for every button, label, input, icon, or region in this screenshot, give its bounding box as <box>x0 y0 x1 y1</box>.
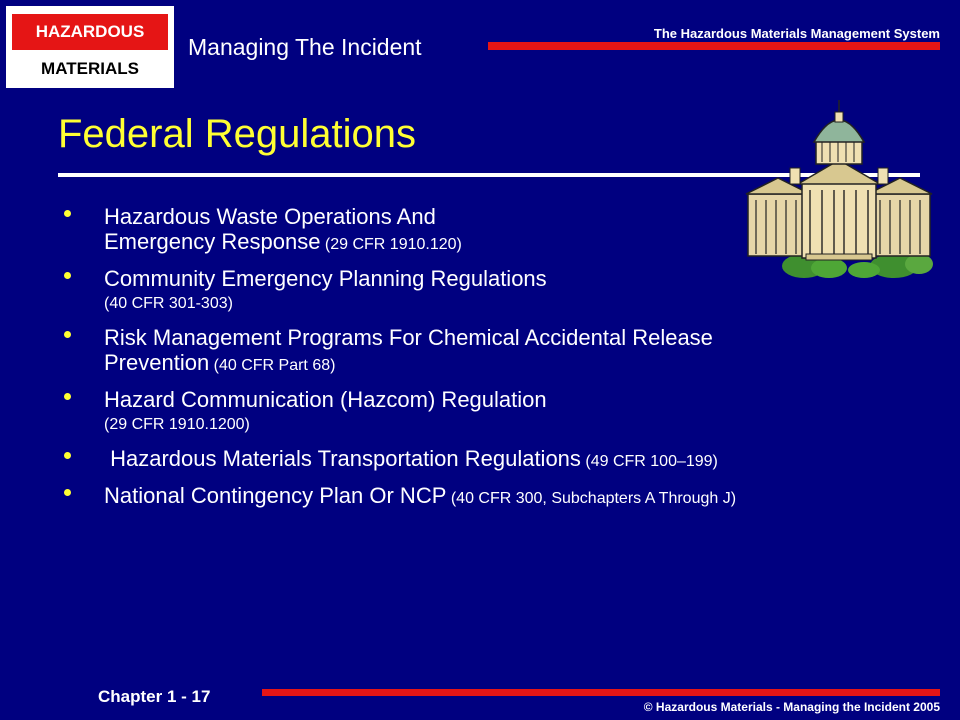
list-item <box>62 204 902 257</box>
hazmat-badge <box>6 6 174 88</box>
bullet-text: Risk Management Programs For Chemical Accidental Release <box>104 325 713 350</box>
regulations-list <box>62 204 902 520</box>
bullet-reference: (49 CFR 100–199) <box>580 453 718 470</box>
bullet-dot <box>64 210 71 217</box>
footer-divider <box>262 689 940 696</box>
bullet-dot <box>64 452 71 459</box>
bullet-text: Hazard Communication (Hazcom) Regulation <box>104 387 547 412</box>
copyright-notice: © Hazardous Materials - Managing the Incident 2005 <box>643 700 940 714</box>
badge-bottom-label: MATERIALS <box>12 54 168 84</box>
bullet-dot <box>64 331 71 338</box>
bullet-reference: (29 CFR 1910.1200) <box>104 416 250 433</box>
badge-top-label: HAZARDOUS <box>12 14 168 50</box>
bullet-text: Hazardous Waste Operations And <box>104 204 436 229</box>
chapter-label: Chapter 1 - 17 <box>98 687 211 706</box>
bullet-text: Hazardous Materials Transportation Regulations <box>104 446 581 471</box>
list-item <box>62 266 902 316</box>
bullet-reference: (40 CFR 301-303) <box>104 295 233 312</box>
bullet-dot <box>64 393 71 400</box>
list-item <box>62 483 902 511</box>
bullet-text-cont: Emergency Response <box>104 229 321 254</box>
bullet-text: National Contingency Plan Or NCP <box>104 483 447 508</box>
bullet-reference: (40 CFR Part 68) <box>209 357 336 374</box>
list-item <box>62 325 902 378</box>
list-item <box>62 387 902 437</box>
bullet-reference: (29 CFR 1910.120) <box>320 236 462 253</box>
bullet-dot <box>64 489 71 496</box>
section-title: Managing The Incident <box>188 34 422 60</box>
bullet-dot <box>64 272 71 279</box>
header-divider <box>488 42 940 50</box>
list-item <box>62 446 902 474</box>
bullet-text-cont: Prevention <box>104 350 210 375</box>
system-title: The Hazardous Materials Management System <box>653 26 940 41</box>
bullet-reference: (40 CFR 300, Subchapters A Through J) <box>446 490 737 507</box>
slide-title: Federal Regulations <box>58 112 416 156</box>
bullet-text: Community Emergency Planning Regulations <box>104 266 547 291</box>
